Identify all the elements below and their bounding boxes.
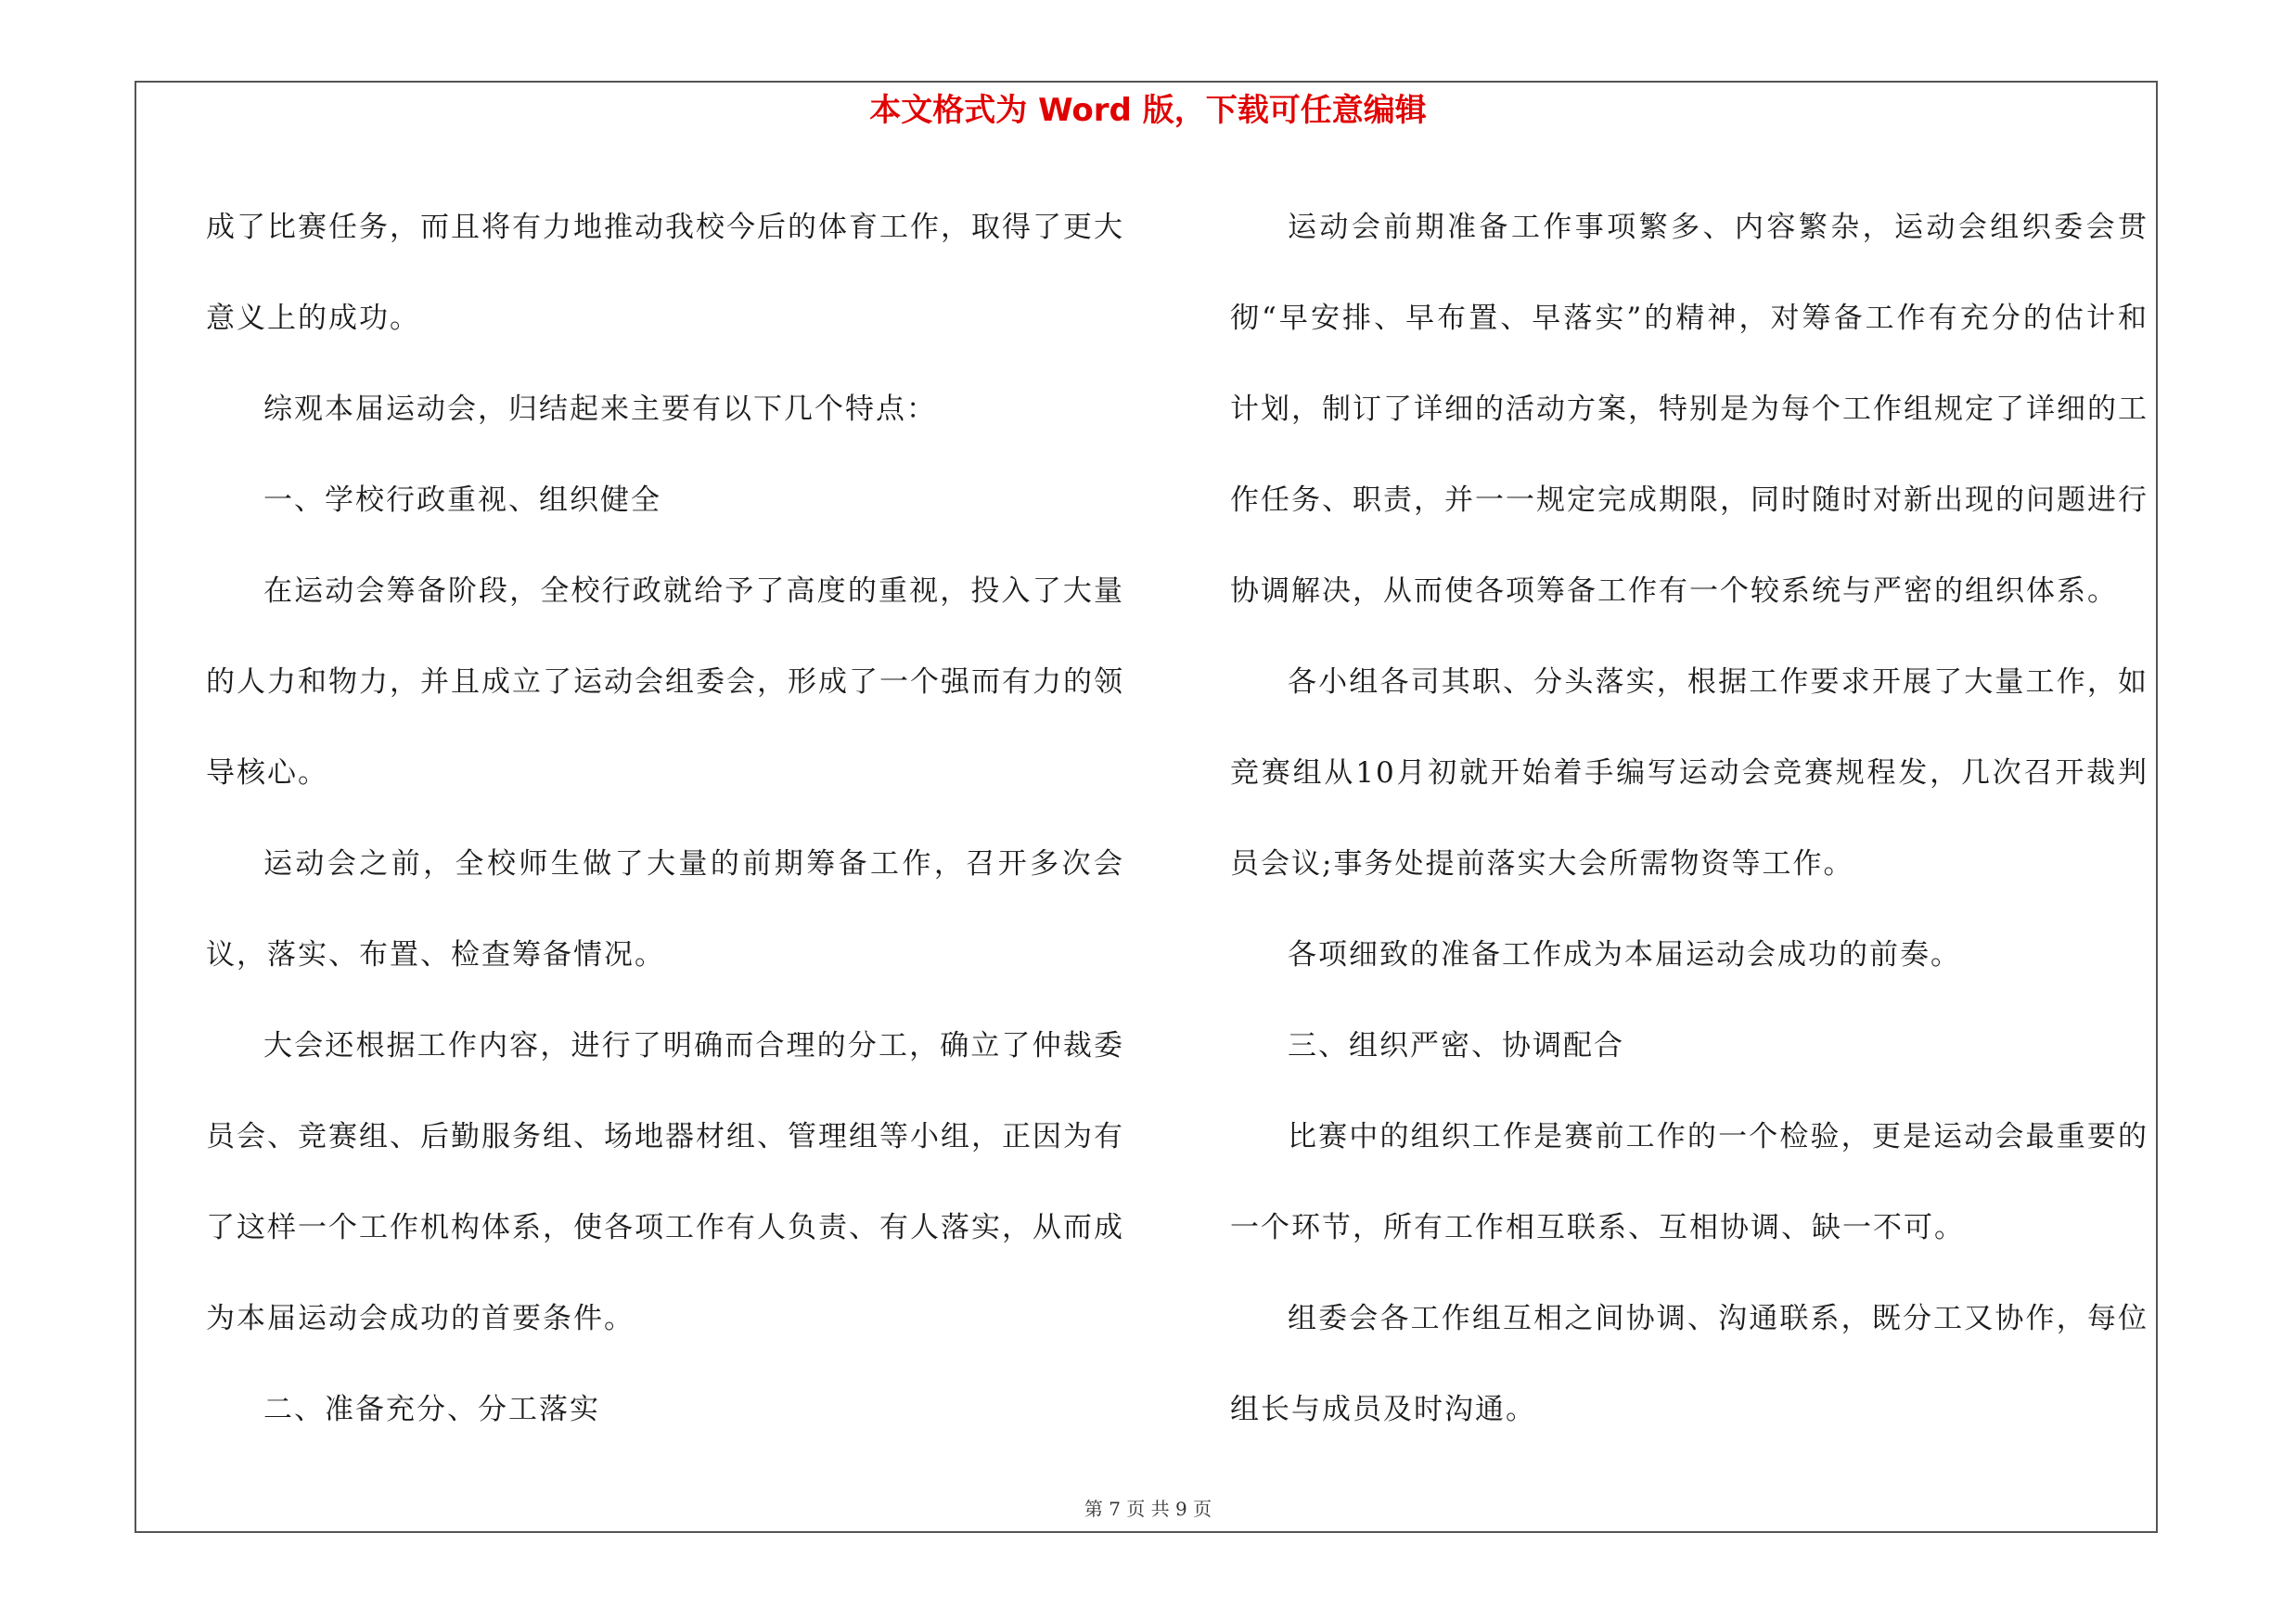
- paragraph: 比赛中的组织工作是赛前工作的一个检验，更是运动会最重要的一个环节，所有工作相互联系、互相协调、缺一不可。: [1230, 1120, 2148, 1244]
- section-heading: 三、组织严密、协调配合: [1288, 1029, 1624, 1063]
- page-number-footer: 第 7 页 共 9 页: [1084, 1498, 1212, 1520]
- word-format-banner: 本文格式为 Word 版，下载可任意编辑: [869, 92, 1427, 129]
- left-column: [206, 182, 1124, 1455]
- right-column: [1230, 182, 2148, 1455]
- section-heading: 一、学校行政重视、组织健全: [263, 483, 661, 517]
- paragraph: 成了比赛任务，而且将有力地推动我校今后的体育工作，取得了更大意义上的成功。: [206, 211, 1124, 335]
- paragraph: 运动会前期准备工作事项繁多、内容繁杂，运动会组织委会贯彻“早安排、早布置、早落实”的精神，对筹备工作有充分的估计和计划，制订了详细的活动方案，特别是为每个工作组规定了详细的工作任务、职责，并一一规定完成期限，同时随时对新出现的问题进行协调解决，从而使各项筹备工作有一个较系统与严密的组织体系。: [1230, 211, 2148, 608]
- paragraph: 在运动会筹备阶段，全校行政就给予了高度的重视，投入了大量的人力和物力，并且成立了运动会组委会，形成了一个强而有力的领导核心。: [206, 574, 1124, 790]
- paragraph: 综观本届运动会，归结起来主要有以下几个特点：: [263, 393, 937, 426]
- paragraph: 运动会之前，全校师生做了大量的前期筹备工作，召开多次会议，落实、布置、检查筹备情况。: [206, 847, 1124, 972]
- paragraph: 大会还根据工作内容，进行了明确而合理的分工，确立了仲裁委员会、竞赛组、后勤服务组、场地器材组、管理组等小组，正因为有了这样一个工作机构体系，使各项工作有人负责、有人落实，从而成为本届运动会成功的首要条件。: [206, 1029, 1124, 1335]
- paragraph: 组委会各工作组互相之间协调、沟通联系，既分工又协作，每位组长与成员及时沟通。: [1230, 1302, 2148, 1426]
- section-heading: 二、准备充分、分工落实: [263, 1393, 600, 1426]
- paragraph: 各小组各司其职、分头落实，根据工作要求开展了大量工作，如竞赛组从10月初就开始着手编写运动会竞赛规程发，几次召开裁判员会议;事务处提前落实大会所需物资等工作。: [1230, 665, 2148, 881]
- paragraph: 各项细致的准备工作成为本届运动会成功的前奏。: [1288, 938, 1961, 972]
